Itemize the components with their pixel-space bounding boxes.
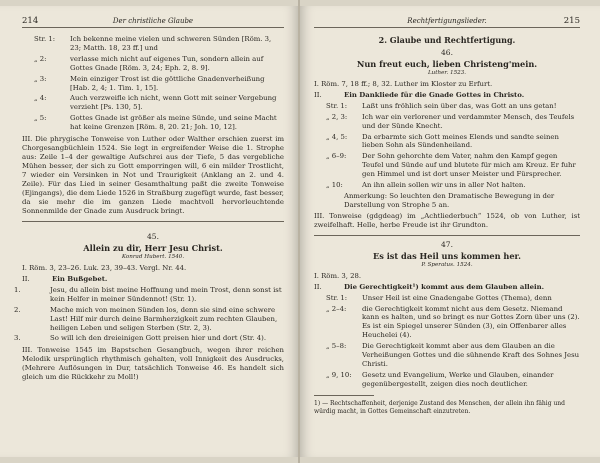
summary-line: „ 4: Auch verzweifle ich nicht, wenn Gott mit seiner Vergebung verzieht [Ps. 130, 5].: [34, 94, 277, 112]
right-header: [314, 16, 580, 28]
verse: 1. Jesu, du allein bist meine Hoffnung und mein Trost, denn sonst ist kein Helfer in meiner Sündennot! (Str. 1).: [14, 285, 282, 303]
melody-note: III. Die phrygische Tonweise von Luther oder Walther erschien zuerst im Chorgesangbüchlein 1524. Sie legt in ergreifender Weise die 1. Strophe aus: Zeile 1–4 der gewaltige Aufschrei aus der Tiefe, 5 das vergebliche Mühen besser, der sich zu Gott emporringen will, 6 ein milder Trostlicht, 7 wieder ein Versinken in Not und Traurigkeit (Anklang an 2. und 4. Zeile). Für das Lied in seiner Gesamthaltung paßt die zweite Tonweise (Ejingangs), die dem Liede 1526 in Straßburg zugefügt wurde, fast besser, da sie mehr die im ganzen Liede machtvoll hervorleuchtende Sonnenmilde der Gnade zum Ausdruck bringt.: [22, 135, 284, 216]
verse: Str. 1: Laßt uns fröhlich sein über das, was Gott an uns getan!: [326, 101, 557, 110]
hymn-author: Luther. 1523.: [427, 70, 467, 76]
footnote: 1) — Rechtschaffenheit, derjenige Zustand des Menschen, der allein ihn fähig und würdig macht, in Gottes Gemeinschaft einzutreten.: [314, 399, 566, 415]
verse: „ 2, 3: Ich war ein verlorener und verdammter Mensch, des Teufels und der Sünde Knecht.: [326, 112, 575, 130]
running-head: Der christliche Glaube: [112, 17, 194, 25]
divider: [22, 221, 284, 222]
summary-line: „ 5: Gottes Gnade ist größer als meine Sünde, und seine Macht hat keine Grenzen [Röm. 8, 20. 21; Joh. 10, 12].: [34, 114, 277, 132]
footnote-rule: [314, 395, 374, 396]
hymn-note: III. Tonweise (gdgdeag) im „Achtliederbuch“ 1524, ob von Luther, ist zweifelhaft. Helle, herbe Freude ist ihr Grundton.: [314, 211, 580, 229]
divider: [314, 235, 580, 236]
hymn-section: II. Ein Bußgebet.: [22, 274, 108, 283]
verse: 3. So will ich den dreieinigen Gott preisen hier und dort (Str. 4).: [14, 334, 267, 343]
verse: „ 4, 5: Da erbarmte sich Gott meines Elends und sandte seinen lieben Sohn als Sündenheiland.: [326, 132, 559, 150]
hymn-note: III. Tonweise 1545 im Bapstschen Gesangbuch, wegen ihrer reichen Melodik ursprünglich rhythmisch gehalten, voll Innigkeit des Ausdrucks, (Mehrere Auflösungen in Dur, tatsächlich Tonweise 46. Es handelt sich gleich um die Rückkehr zu Moll!): [22, 346, 284, 382]
left-page: [0, 6, 298, 457]
verse: „ 2–4: die Gerechtigkeit kommt nicht aus dem Gesetz. Niemand kann es halten, und so bringt es nur Gottes Zorn über uns (2). Es ist ein Spiegel unserer Sünden (3), ein Offenbarer alles Heuchelei (4).: [326, 304, 580, 340]
hymn-refs: I. Röm. 7, 18 ff.; 8, 32. Luther im Kloster zu Erfurt.: [314, 80, 493, 88]
section-title: 2. Glaube und Rechtfertigung.: [378, 35, 516, 45]
hymn-number: 45.: [147, 232, 159, 242]
summary-line: „ 3: Mein einziger Trost ist die göttliche Gnadenverheißung [Hab. 2, 4; 1. Tim. 1, 15].: [34, 74, 265, 92]
verse: „ 9, 10: Gesetz und Evangelium, Werke und Glauben, einander gegenübergestellt, zeigen dies noch deutlicher.: [326, 370, 554, 388]
hymn-section: II. Ein Dankliede für die Gnade Gottes in Christo.: [314, 90, 525, 99]
page-number: 215: [563, 16, 580, 26]
hymn-title: Nun freut euch, lieben Christeng'mein.: [356, 59, 538, 69]
hymn-section: II. Die Gerechtigkeit¹) kommt aus dem Glauben allein.: [314, 282, 544, 291]
verse: „ 6–9: Der Sohn gehorchte dem Vater, nahm den Kampf gegen Teufel und Sünde auf und blutete für mich am Kreuz. Er fuhr gen Himmel und ist dort unser Meister und Fürsprecher.: [326, 152, 576, 179]
summary-line: „ 2: verlasse mich nicht auf eigenes Tun, sondern allein auf Gottes Gnade [Röm. 3, 24; Eph. 2, 8. 9].: [34, 54, 264, 72]
left-header: [22, 16, 284, 28]
hymn-refs: I. Röm. 3, 23–26. Luk. 23, 39–43. Vergl. Nr. 44.: [22, 264, 187, 273]
hymn-44-summary: [22, 35, 284, 132]
hymn-author: Konrad Hubert. 1540.: [121, 254, 185, 261]
hymn-title: Allein zu dir, Herr Jesu Christ.: [83, 243, 223, 254]
remark: Anmerkung: So leuchten den Dramatische Bewegung in der Darstellung von Strophe 5 an.: [344, 191, 555, 209]
hymn-number: 46.: [441, 48, 453, 57]
hymn-title: Es ist das Heil uns kommen her.: [373, 250, 521, 261]
verse: „ 10: An ihn allein sollen wir uns in aller Not halten.: [326, 181, 526, 190]
summary-line: Str. 1: Ich bekenne meine vielen und schweren Sünden [Röm. 3, 23; Matth. 18, 23 ff.] und: [34, 35, 272, 52]
page-number: 214: [22, 16, 39, 26]
hymn-author: P. Speratus. 1524.: [421, 261, 473, 268]
verse: Str. 1: Unser Heil ist eine Gnadengabe Gottes (Thema), denn: [326, 293, 552, 302]
right-page: [300, 6, 600, 457]
verse: „ 5–8: Die Gerechtigkeit kommt aber aus dem Glauben an die Verheißungen Gottes und die sühnende Kraft des Sohnes Jesu Christi.: [326, 342, 580, 368]
hymn-refs: I. Röm. 3, 28.: [314, 271, 362, 280]
hymn-number: 47.: [441, 239, 453, 249]
running-head: Rechtfertigungslieder.: [407, 17, 487, 25]
verse: 2. Mache mich von meinen Sünden los, denn sie sind eine schwere Last! Hilf mir durch deine Barmherzigkeit zum rechten Glauben, heiligen Leben und seligen Sterben (Str. 2, 3).: [14, 305, 278, 332]
